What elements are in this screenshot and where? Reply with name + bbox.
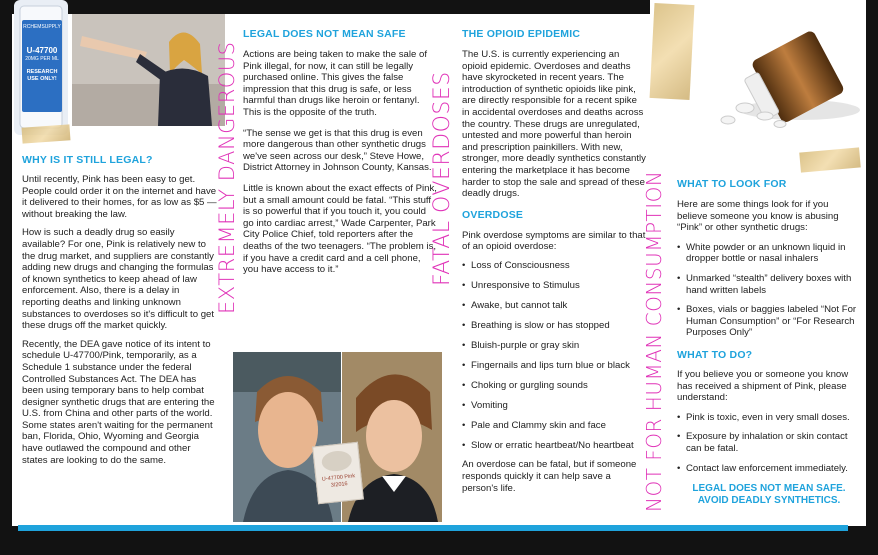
heading-what-to-do: WHAT TO DO? (677, 348, 753, 361)
bag-label: U-47700 Pink 3/2016 (321, 473, 356, 489)
heading-what-to-look-for: WHAT TO LOOK FOR (677, 178, 787, 190)
panel-legal-not-safe (215, 14, 450, 526)
paragraph: Actions are being taken to make the sale of Pink illegal, for now, it can still be legally purchased online. This gives the false impression that this drug is safe, or less harmful than drugs like heroin or fentanyl. This is the opposite of the truth. (243, 49, 427, 118)
paragraph: How is such a deadly drug so easily available? For one, Pink is relatively new to the drug market, and suppliers are constantly adding new drugs and changing the formulas of known synthetics to keep ahead of law enforcement. Also, there is a delay in reporting deaths and linking unknown substances to overdoses so it's difficult to get these drugs off the market quickly. (22, 227, 215, 332)
look-for-list (677, 242, 861, 339)
list-item: • Pale and Clammy skin and face (462, 420, 646, 432)
vertical-label-fatal-overdoses: FATAL OVERDOSES (430, 71, 455, 286)
list-item: • Contact law enforcement immediately. (677, 463, 861, 475)
tape-strip (799, 147, 861, 172)
list-item: • Choking or gurgling sounds (462, 380, 646, 392)
bottle-note: RESEARCH USE ONLY! (26, 69, 58, 82)
symptom-list (462, 260, 646, 451)
drug-bag-image (312, 442, 364, 504)
quote: “The sense we get is that this drug is even more dangerous than other synthetic drugs we've seen across our desk,” Steve Howe, District Attorney in Johnson County, Kansas. (243, 127, 432, 174)
paragraph: Recently, the DEA gave notice of its intent to schedule U-47700/Pink, temporarily, as a Schedule 1 substance under the federal Controlled Substances Act. The DEA has been using temporary bans to help combat designer synthetic drugs that are entering the U.S. from China and other parts of the world. Some states aren't waiting for the permanent ban, Florida, Ohio, Wyoming and Georgia have outlawed the compound and other states are looking to do the same. (22, 338, 215, 466)
list-item: • Loss of Consciousness (462, 260, 646, 272)
list-item: • Unresponsive to Stimulus (462, 280, 646, 292)
list-item: • Unmarked “stealth” delivery boxes with hand written labels (677, 273, 861, 296)
list-item: • Breathing is slow or has stopped (462, 320, 646, 332)
list-item: • Bluish-purple or gray skin (462, 340, 646, 352)
vertical-label-not-for-human-consumption: NOT FOR HUMAN CONSUMPTION (642, 170, 666, 512)
tape-strip (22, 124, 71, 143)
heading-opioid-epidemic: THE OPIOID EPIDEMIC (462, 28, 581, 40)
list-item: • Boxes, vials or baggies labeled “Not For Human Consumption” or “For Research Purposes Only” (677, 304, 861, 339)
bottle-image (6, 0, 76, 135)
footer-line-2: AVOID DEADLY SYNTHETICS. (697, 495, 841, 507)
bottle-brand: RCHEMSUPPLY (23, 24, 61, 30)
accent-bar (18, 525, 848, 531)
bottle-dose: 20MG PER ML (25, 56, 59, 62)
list-item: • Slow or erratic heartbeat/No heartbeat (462, 440, 646, 452)
footer-note (677, 483, 861, 507)
bottle-product: U-47700 (26, 46, 58, 55)
paragraph: If you believe you or someone you know has received a shipment of Pink, please understand: (677, 368, 849, 404)
list-item: • Vomiting (462, 400, 646, 412)
paragraph: Until recently, Pink has been easy to get. People could order it on the internet and have it delivered to their homes, for as low as $5 — without breaking the law. (22, 174, 217, 220)
list-item: • Exposure by inhalation or skin contact can be fatal. (677, 431, 861, 454)
list-item: • Pink is toxic, even in very small doses. (677, 412, 861, 424)
panel-opioid-epidemic (430, 14, 650, 526)
list-item: • White powder or an unknown liquid in dropper bottle or nasal inhalers (677, 242, 861, 265)
paragraph: Pink overdose symptoms are similar to that of an opioid overdose: (462, 229, 646, 253)
list-item: • Awake, but cannot talk (462, 300, 646, 312)
paragraph: The U.S. is currently experiencing an opioid epidemic. Overdoses and deaths have skyrocketed in recent years. The introduction of synthetic opioids like pink, are directly responsible for a recent spike in accidental overdoses and deaths across the country. These drugs are unregulated, untested and more powerful than heroin and prescription painkillers. With new, stronger, more deadly synthetics constantly entering the marketplace it has become harder to stop the sale and spread of these deadly drugs. (462, 49, 646, 200)
panel-why-legal (12, 14, 225, 526)
paragraph: Here are some things look for if you believe someone you know is abusing “Pink” or other synthetic drugs: (677, 199, 839, 234)
heading-overdose: OVERDOSE (462, 208, 524, 221)
heading-why-legal: WHY IS IT STILL LEGAL? (22, 154, 153, 166)
panel-what-to-look-for (642, 14, 866, 526)
to-do-list (677, 412, 861, 474)
list-item: • Fingernails and lips turn blue or black (462, 360, 646, 372)
tape-strip (650, 3, 695, 100)
paragraph: Little is known about the exact effects of Pink, but a small amount could be fatal. “This stuff is so powerful that if you touch it, you could go into cardiac arrest,” Wade Carpenter, Park City Police Chief, told reporters after the deaths of the two teenagers. “The problem is, if you have a credit card and a cell phone, you have access to it.” (243, 182, 437, 276)
vertical-label-extremely-dangerous: EXTREMELY DANGEROUS (215, 41, 239, 314)
paragraph: An overdose can be fatal, but if someone responds quickly it can help save a person's life. (462, 459, 637, 494)
heading-legal-not-safe: LEGAL DOES NOT MEAN SAFE (243, 28, 406, 40)
woman-photo (72, 14, 225, 126)
footer-line-1: LEGAL DOES NOT MEAN SAFE. (692, 483, 846, 495)
